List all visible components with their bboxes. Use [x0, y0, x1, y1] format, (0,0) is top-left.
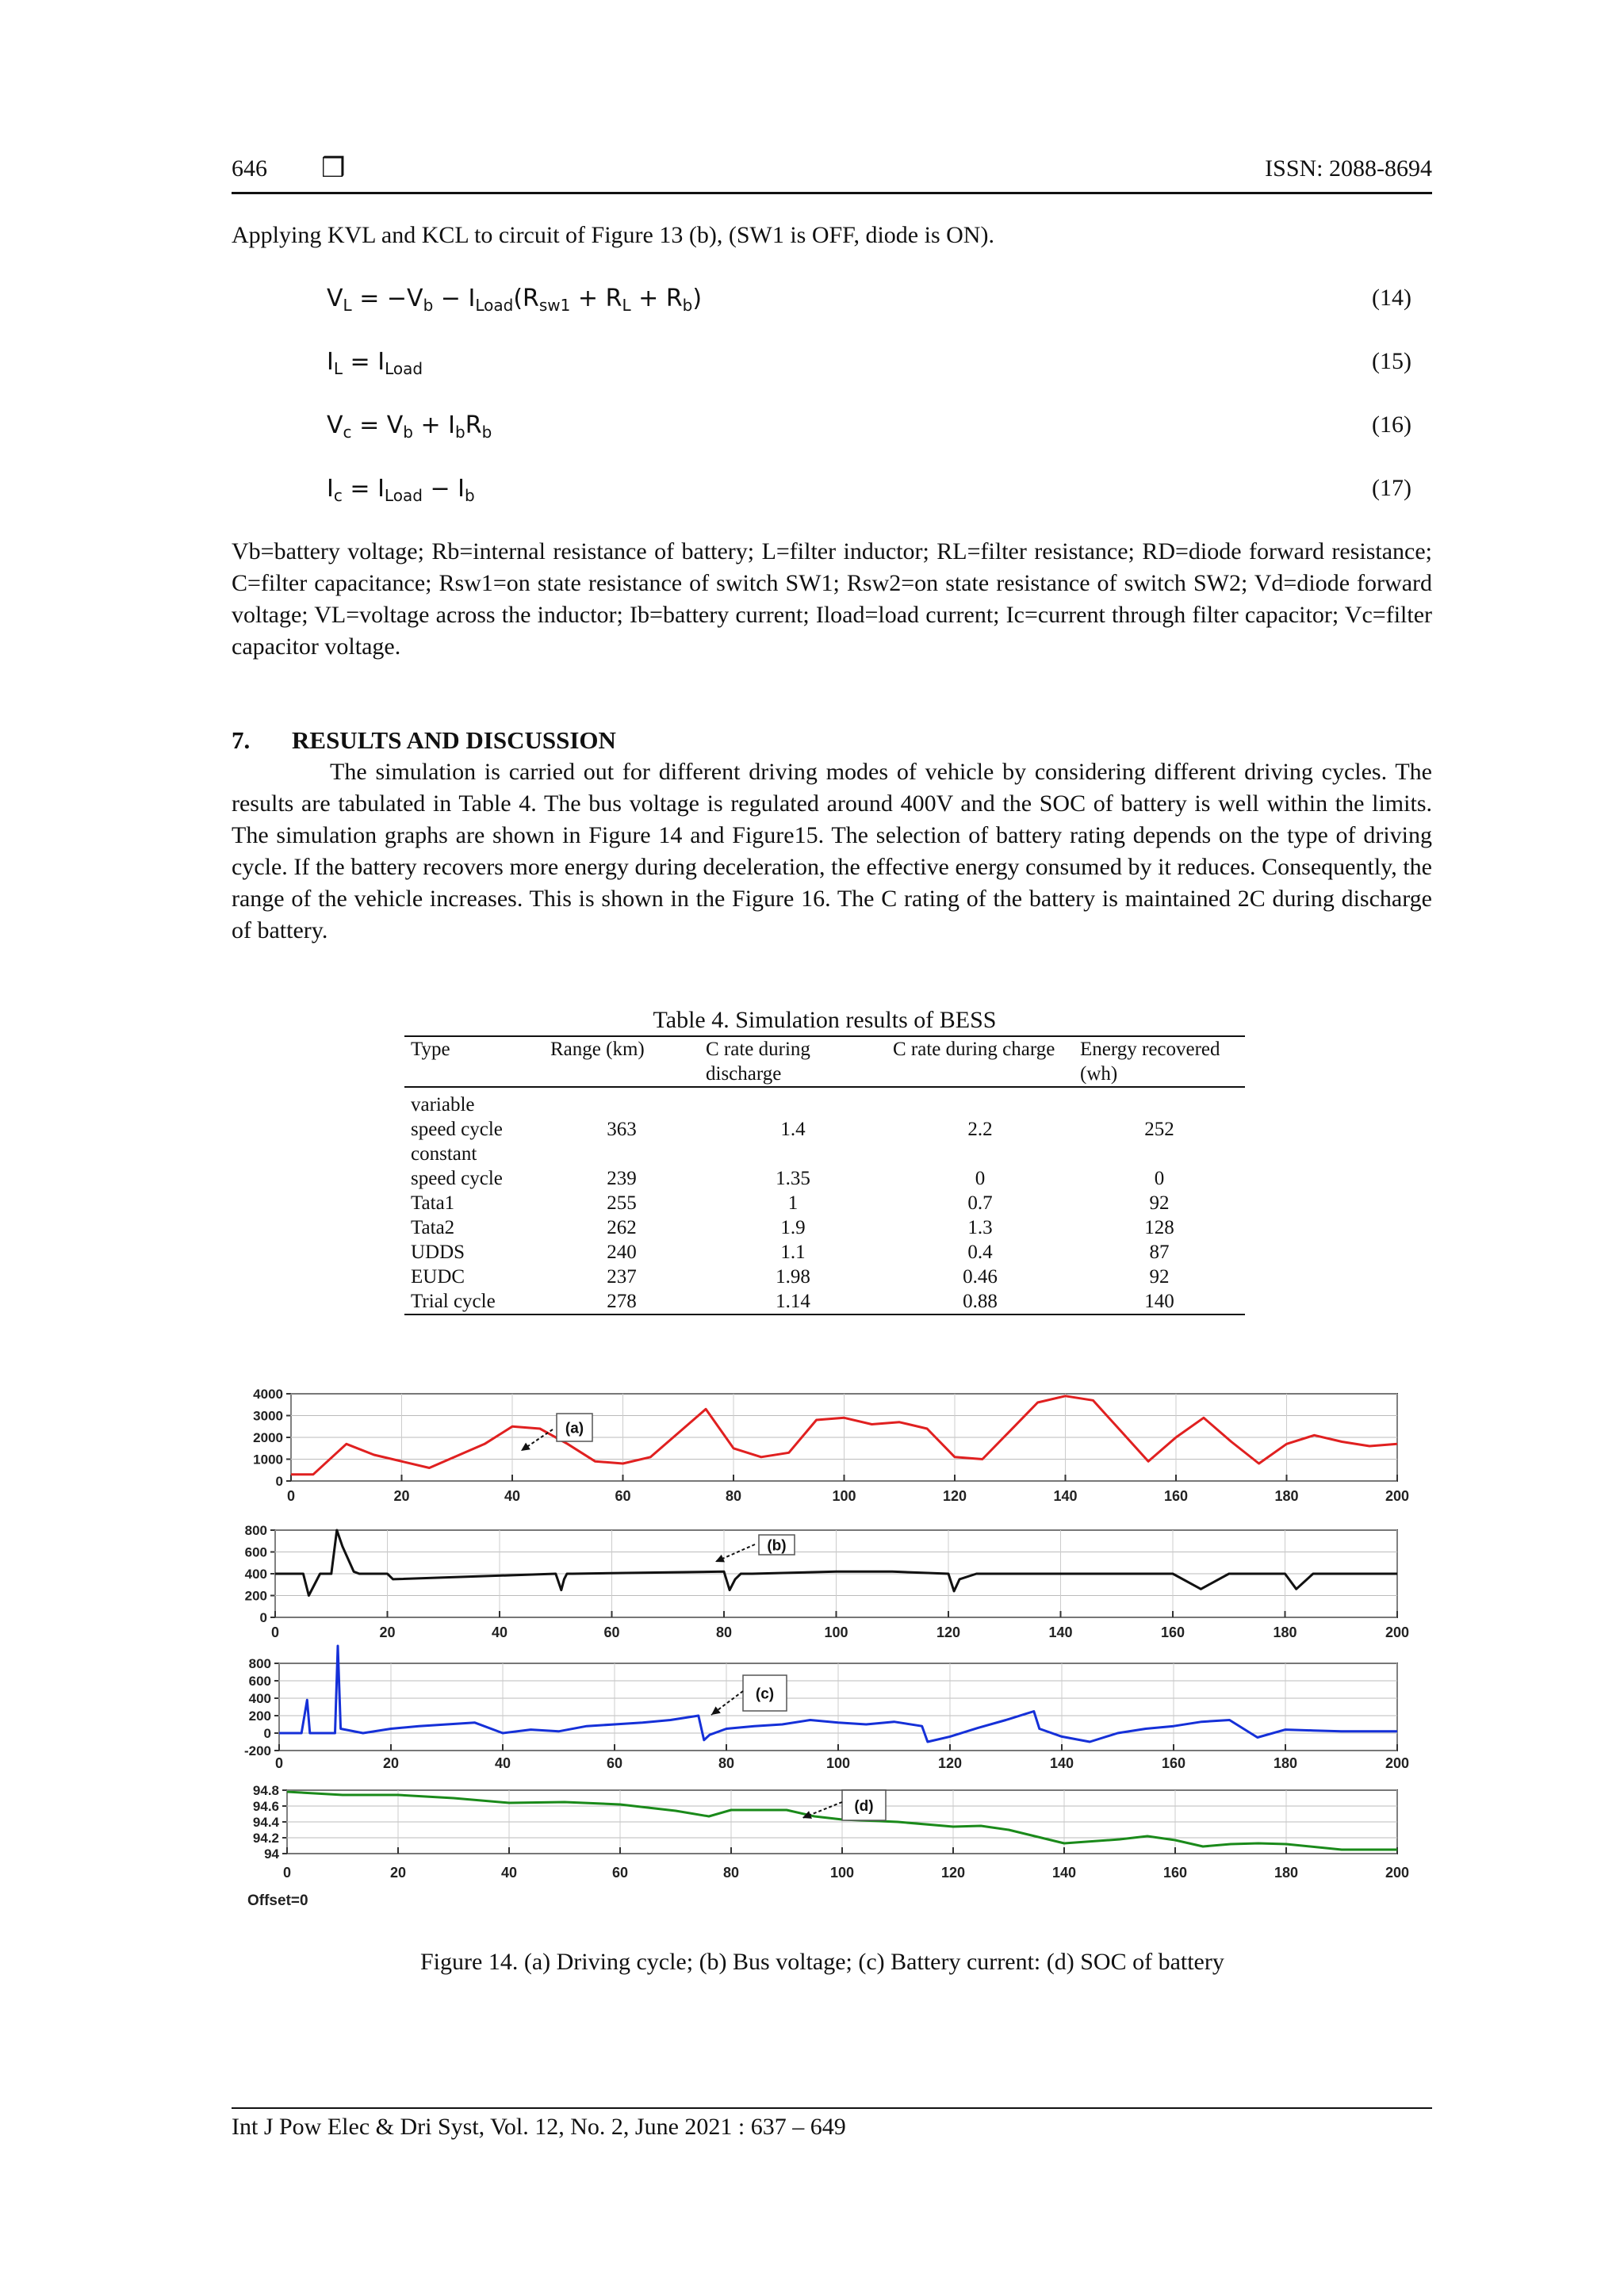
- y-tick-label: 200: [244, 1588, 267, 1604]
- cell-empty: [1074, 1087, 1245, 1117]
- x-tick-label: 140: [1048, 1624, 1073, 1640]
- x-tick-label: 40: [500, 1865, 518, 1881]
- box-symbol-icon: ❒: [321, 154, 346, 183]
- offset-label: Offset=0: [247, 1892, 308, 1909]
- x-tick-label: 100: [824, 1624, 848, 1640]
- y-tick-label: 94: [264, 1846, 279, 1862]
- cell-range: 363: [607, 1119, 637, 1140]
- y-tick-label: 0: [275, 1474, 283, 1489]
- y-tick-label: 800: [248, 1656, 271, 1671]
- x-tick-label: 60: [606, 1755, 623, 1771]
- figure-14-chart: [232, 1386, 1421, 1917]
- table-caption: Table 4. Simulation results of BESS: [653, 1007, 997, 1033]
- x-tick-label: 80: [718, 1755, 735, 1771]
- cell-energy: 140: [1144, 1291, 1174, 1312]
- section-body: The simulation is carried out for different driving modes of vehicle by considering different driving cycles. The results are tabulated in Table 4. The bus voltage is regulated around 400V and the SOC of battery is well within the limits. The simulation graphs are shown in Figure 14 and Figure15. The selection of battery rating depends on the type of driving cycle. If the battery recovers more energy during deceleration, the effective energy consumed by it reduces. Consequently, the range of the vehicle increases. This is shown in the Figure 16. The C rating of the battery is maintained 2C during discharge of battery.: [232, 759, 1432, 943]
- cell-empty: [699, 1087, 887, 1117]
- equation-17: $I_c = I_{Load} - I_b$: [327, 475, 475, 505]
- x-tick-label: 100: [825, 1755, 851, 1771]
- panel-label: (c): [755, 1686, 775, 1703]
- x-tick-label: 140: [1051, 1865, 1077, 1881]
- cell-c-charge: 1.3: [967, 1217, 993, 1238]
- y-tick-label: 94.6: [252, 1799, 279, 1814]
- section-heading: [232, 726, 616, 755]
- x-tick-label: 160: [1160, 1624, 1185, 1640]
- table-row: [404, 1265, 1245, 1289]
- equation-number: (15): [1372, 348, 1411, 374]
- cell-type: Tata1: [411, 1192, 455, 1214]
- x-tick-label: 140: [1053, 1488, 1078, 1504]
- results-table: [404, 1035, 1245, 1315]
- cell-c-discharge: 1.4: [780, 1119, 806, 1140]
- intro-text: Applying KVL and KCL to circuit of Figure 13 (b), (SW1 is OFF, diode is ON).: [232, 222, 994, 248]
- panel-label: (a): [565, 1420, 584, 1437]
- column-header: C rate during discharge: [706, 1039, 810, 1085]
- table-row: [404, 1166, 1245, 1191]
- x-tick-label: 20: [379, 1624, 396, 1640]
- y-tick-label: 0: [259, 1610, 267, 1625]
- y-tick-label: 600: [244, 1544, 267, 1560]
- arrow-head-icon: [711, 1706, 721, 1715]
- cell-type-line1: variable: [411, 1094, 475, 1115]
- y-tick-label: 4000: [253, 1387, 283, 1402]
- header-rule: [232, 192, 1432, 194]
- table-row: [404, 1240, 1245, 1265]
- x-tick-label: 120: [937, 1755, 963, 1771]
- cell-range: 262: [607, 1217, 637, 1238]
- x-tick-label: 60: [615, 1488, 631, 1504]
- figure-14: [232, 1386, 1421, 1917]
- cell-energy: 252: [1144, 1119, 1174, 1140]
- cell-type: speed cycle: [411, 1119, 503, 1140]
- definitions-paragraph: Vb=battery voltage; Rb=internal resistance of battery; L=filter inductor; RL=filter resistance; RD=diode forward resistance; C=filter capacitance; Rsw1=on state resistance of switch SW1; Rsw2=on state resistance of switch SW2; Vd=diode forward voltage; VL=voltage across the inductor; Ib=battery current; Iload=load current; Ic=current through filter capacitor; Vc=filter capacitor voltage.: [232, 538, 1432, 660]
- table-row: [404, 1289, 1245, 1314]
- y-tick-label: -200: [243, 1743, 271, 1758]
- equation-15: $I_L = I_{Load}$: [327, 348, 423, 378]
- cell-empty: [1074, 1142, 1245, 1166]
- y-tick-label: 0: [263, 1726, 271, 1741]
- y-tick-label: 2000: [253, 1430, 283, 1445]
- x-tick-label: 200: [1385, 1624, 1410, 1640]
- y-tick-label: 200: [248, 1709, 271, 1724]
- x-tick-label: 120: [942, 1488, 967, 1504]
- x-tick-label: 40: [494, 1755, 511, 1771]
- y-tick-label: 400: [248, 1691, 271, 1706]
- x-tick-label: 60: [603, 1624, 620, 1640]
- x-tick-label: 80: [725, 1488, 742, 1504]
- x-tick-label: 20: [382, 1755, 400, 1771]
- x-tick-label: 200: [1385, 1488, 1410, 1504]
- x-tick-label: 40: [491, 1624, 508, 1640]
- cell-c-discharge: 1.14: [776, 1291, 810, 1312]
- y-tick-label: 1000: [253, 1452, 283, 1468]
- y-tick-label: 94.8: [252, 1783, 279, 1798]
- x-tick-label: 0: [282, 1865, 292, 1881]
- table-row: [404, 1191, 1245, 1215]
- x-tick-label: 140: [1049, 1755, 1074, 1771]
- equation-16: $V_c = V_b + I_bR_b$: [327, 411, 492, 442]
- cell-c-discharge: 1.1: [780, 1242, 806, 1263]
- cell-energy: 0: [1154, 1168, 1165, 1189]
- x-tick-label: 200: [1385, 1865, 1410, 1881]
- cell-type: UDDS: [411, 1242, 465, 1263]
- cell-energy: 92: [1149, 1266, 1170, 1288]
- table-row: [404, 1215, 1245, 1240]
- x-tick-label: 40: [504, 1488, 521, 1504]
- footer-rule: [232, 2107, 1432, 2109]
- arrow-head-icon: [521, 1443, 530, 1451]
- cell-range: 278: [607, 1291, 637, 1312]
- cell-c-discharge: 1: [787, 1192, 799, 1214]
- cell-c-discharge: 1.98: [776, 1266, 810, 1288]
- x-tick-label: 100: [832, 1488, 856, 1504]
- page-number: 646: [232, 155, 267, 182]
- cell-range: 237: [607, 1266, 637, 1288]
- issn: ISSN: 2088-8694: [1265, 155, 1432, 182]
- cell-c-charge: 0: [975, 1168, 986, 1189]
- section-title: RESULTS AND DISCUSSION: [292, 726, 616, 754]
- cell-empty: [699, 1142, 887, 1166]
- cell-type: EUDC: [411, 1266, 465, 1288]
- x-tick-label: 180: [1273, 1755, 1298, 1771]
- x-tick-label: 200: [1385, 1755, 1410, 1771]
- x-tick-label: 0: [286, 1488, 296, 1504]
- equation-14: $V_L = -V_b - I_{Load}(R_{sw1} + R_L + R_b)$: [327, 285, 703, 315]
- x-tick-label: 20: [389, 1865, 407, 1881]
- figure-caption: Figure 14. (a) Driving cycle; (b) Bus voltage; (c) Battery current: (d) SOC of battery: [420, 1949, 1224, 1975]
- panel-label: (d): [854, 1798, 874, 1815]
- x-tick-label: 0: [270, 1624, 280, 1640]
- cell-empty: [544, 1087, 699, 1117]
- y-tick-label: 3000: [253, 1408, 283, 1424]
- equation-number: (17): [1372, 475, 1411, 501]
- x-tick-label: 160: [1162, 1865, 1188, 1881]
- cell-c-charge: 0.88: [963, 1291, 998, 1312]
- table-row: [404, 1117, 1245, 1142]
- x-tick-label: 100: [829, 1865, 855, 1881]
- footer-citation: Int J Pow Elec & Dri Syst, Vol. 12, No. 2, June 2021 : 637 – 649: [232, 2114, 846, 2140]
- cell-empty: [544, 1142, 699, 1166]
- cell-type: Tata2: [411, 1217, 455, 1238]
- cell-c-discharge: 1.9: [780, 1217, 806, 1238]
- x-tick-label: 160: [1161, 1755, 1186, 1771]
- column-header: Type: [411, 1039, 450, 1060]
- cell-energy: 92: [1149, 1192, 1170, 1214]
- table-row: [404, 1142, 1245, 1166]
- x-tick-label: 20: [393, 1488, 410, 1504]
- cell-empty: [887, 1142, 1074, 1166]
- results-table-wrap: [404, 1035, 1245, 1315]
- x-tick-label: 60: [611, 1865, 629, 1881]
- table-body: [404, 1087, 1245, 1314]
- cell-type: Trial cycle: [411, 1291, 496, 1312]
- cell-c-charge: 0.46: [963, 1266, 998, 1288]
- column-header: Range (km): [550, 1039, 645, 1060]
- y-tick-label: 400: [244, 1567, 267, 1582]
- cell-range: 255: [607, 1192, 637, 1214]
- cell-c-charge: 0.4: [967, 1242, 993, 1263]
- x-tick-label: 80: [722, 1865, 740, 1881]
- x-tick-label: 120: [936, 1624, 961, 1640]
- x-tick-label: 180: [1274, 1865, 1299, 1881]
- cell-empty: [887, 1087, 1074, 1117]
- cell-type: speed cycle: [411, 1168, 503, 1189]
- column-header: Energy recovered (wh): [1080, 1039, 1220, 1085]
- x-tick-label: 0: [274, 1755, 284, 1771]
- panel-label: (b): [767, 1537, 787, 1555]
- cell-c-charge: 0.7: [967, 1192, 993, 1214]
- equation-number: (14): [1372, 285, 1411, 311]
- section-number: 7.: [232, 726, 251, 754]
- equation-number: (16): [1372, 411, 1411, 438]
- cell-energy: 87: [1149, 1242, 1170, 1263]
- cell-range: 239: [607, 1168, 637, 1189]
- y-tick-label: 94.4: [252, 1815, 279, 1830]
- cell-c-discharge: 1.35: [776, 1168, 810, 1189]
- x-tick-label: 120: [940, 1865, 966, 1881]
- cell-energy: 128: [1144, 1217, 1174, 1238]
- x-tick-label: 80: [715, 1624, 733, 1640]
- cell-range: 240: [607, 1242, 637, 1263]
- y-tick-label: 600: [248, 1674, 271, 1689]
- x-tick-label: 180: [1274, 1488, 1299, 1504]
- cell-c-charge: 2.2: [967, 1119, 993, 1140]
- x-tick-label: 180: [1273, 1624, 1297, 1640]
- column-header: C rate during charge: [893, 1039, 1055, 1060]
- table-row: [404, 1087, 1245, 1117]
- y-tick-label: 800: [244, 1523, 267, 1538]
- x-tick-label: 160: [1163, 1488, 1189, 1504]
- cell-type-line1: constant: [411, 1143, 477, 1165]
- y-tick-label: 94.2: [252, 1831, 279, 1846]
